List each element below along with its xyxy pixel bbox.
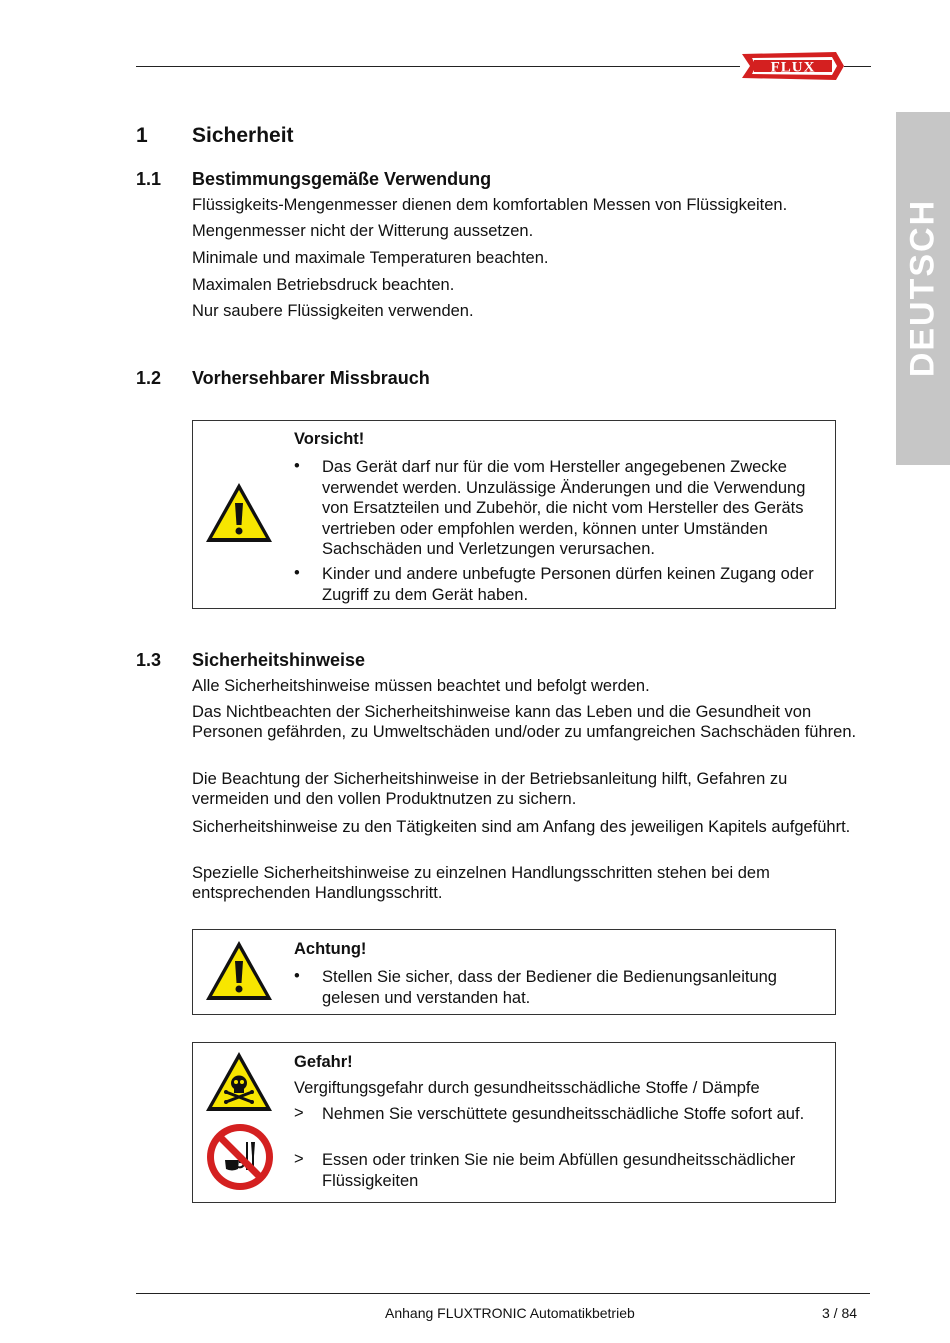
- header-rule-right: [844, 66, 871, 67]
- danger-title: Gefahr!: [294, 1053, 353, 1071]
- language-tab-label: DEUTSCH: [903, 198, 942, 378]
- bullet: •: [294, 457, 300, 475]
- page-number: 3 / 84: [822, 1305, 858, 1321]
- danger-item: Essen oder trinken Sie nie beim Abfüllen gesundheitsschädlicher Flüssigkeiten: [322, 1151, 796, 1190]
- flux-logo: [738, 48, 846, 84]
- section-title: Sicherheit: [192, 124, 294, 147]
- subsection-title-1-1: Bestimmungsgemäße Verwendung: [192, 169, 492, 189]
- usage-line: Flüssigkeits-Mengenmesser dienen dem komfortablen Messen von Flüssigkeiten.: [192, 196, 788, 214]
- danger-item: Nehmen Sie verschüttete gesundheitsschädliche Stoffe sofort auf.: [322, 1105, 805, 1123]
- safety-paragraph: Sicherheitshinweise zu den Tätigkeiten sind am Anfang des jeweiligen Kapitels aufgeführt.: [192, 818, 851, 836]
- step-marker: >: [294, 1104, 304, 1122]
- bullet: •: [294, 967, 300, 985]
- warning-triangle-icon: [204, 481, 274, 545]
- caution-item: Das Gerät darf nur für die vom Hersteller angegebenen Zwecke verwendet werden. Unzulässige Änderungen und die Verwendung von Ersatzteilen und Zubehör, die nicht vom Hersteller des Geräts vertrieben oder empfohlen werden, können unter Umständen Sachschäden und Verletzungen verursachen.: [322, 458, 806, 558]
- warning-triangle-icon: [204, 939, 274, 1003]
- subsection-number-1-2: 1.2: [136, 368, 162, 388]
- subsection-title-1-3: Sicherheitshinweise: [192, 650, 366, 670]
- section-number: 1: [136, 124, 148, 147]
- subsection-number-1-1: 1.1: [136, 169, 162, 189]
- usage-line: Minimale und maximale Temperaturen beachten.: [192, 249, 549, 267]
- footer-rule: [136, 1293, 870, 1294]
- header-rule: [136, 66, 740, 67]
- danger-intro: Vergiftungsgefahr durch gesundheitsschädliche Stoffe / Dämpfe: [294, 1079, 760, 1097]
- step-marker: >: [294, 1150, 304, 1168]
- attention-title: Achtung!: [294, 940, 367, 958]
- safety-paragraph: Das Nichtbeachten der Sicherheitshinweise kann das Leben und die Gesundheit von Personen gefährden, zu Umweltschäden und/oder zu umfangreichen Sachschäden führen.: [192, 703, 857, 741]
- caution-item: Kinder und andere unbefugte Personen dürfen keinen Zugang oder Zugriff zu dem Gerät haben.: [322, 565, 814, 604]
- safety-paragraph: Alle Sicherheitshinweise müssen beachtet und befolgt werden.: [192, 677, 650, 695]
- usage-line: Mengenmesser nicht der Witterung aussetzen.: [192, 222, 534, 240]
- footer-title: Anhang FLUXTRONIC Automatikbetrieb: [385, 1305, 635, 1321]
- subsection-title-1-2: Vorhersehbarer Missbrauch: [192, 368, 430, 388]
- flux-logo-text: FLUX: [770, 59, 816, 76]
- toxic-skull-icon: [204, 1050, 274, 1114]
- subsection-number-1-3: 1.3: [136, 650, 162, 670]
- bullet: •: [294, 564, 300, 582]
- safety-paragraph: Die Beachtung der Sicherheitshinweise in der Betriebsanleitung hilft, Gefahren zu vermeiden und den vollen Produktnutzen zu sichern.: [192, 770, 788, 808]
- safety-paragraph: Spezielle Sicherheitshinweise zu einzelnen Handlungsschritten stehen bei dem entsprechenden Handlungsschritt.: [192, 864, 770, 902]
- attention-item: Stellen Sie sicher, dass der Bediener die Bedienungsanleitung gelesen und verstanden hat.: [322, 968, 777, 1007]
- usage-line: Maximalen Betriebsdruck beachten.: [192, 276, 455, 294]
- caution-title: Vorsicht!: [294, 430, 365, 448]
- usage-line: Nur saubere Flüssigkeiten verwenden.: [192, 302, 474, 320]
- no-eating-drinking-icon: [205, 1122, 275, 1192]
